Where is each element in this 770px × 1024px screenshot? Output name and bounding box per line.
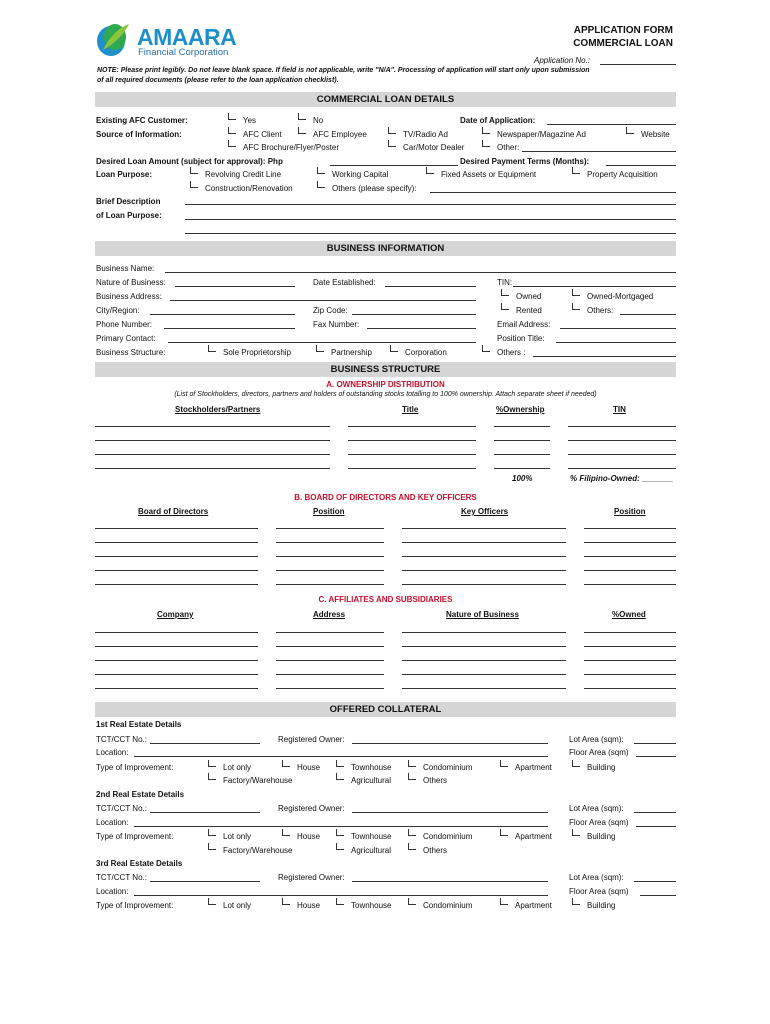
- board-row-1-c[interactable]: [402, 528, 566, 529]
- checkbox-afc-client[interactable]: [228, 127, 236, 134]
- board-row-4-c[interactable]: [402, 570, 566, 571]
- re1-floor-area-field[interactable]: [636, 756, 676, 757]
- board-row-5-a[interactable]: [95, 584, 258, 585]
- col-tin: TIN: [613, 405, 626, 414]
- re3-tct-label: TCT/CCT No.:: [96, 873, 147, 882]
- no-label: No: [313, 116, 324, 125]
- re2-improvement-label: Type of Improvement:: [96, 832, 174, 841]
- re1-lot-area-label: Lot Area (sqm):: [569, 735, 624, 744]
- re2-checkbox-building[interactable]: [572, 829, 580, 836]
- checkbox-website[interactable]: [626, 127, 634, 134]
- brief-field-3[interactable]: [185, 233, 676, 234]
- board-row-2-c[interactable]: [402, 542, 566, 543]
- fixed-assets-label: Fixed Assets or Equipment: [441, 170, 537, 179]
- ownership-row-4-tin[interactable]: [568, 468, 676, 469]
- others-ownership-field[interactable]: [620, 314, 676, 315]
- affiliate-row-3-b[interactable]: [276, 660, 384, 661]
- ownership-title: A. OWNERSHIP DISTRIBUTION: [326, 380, 445, 389]
- re3-building-label: Building: [587, 901, 616, 910]
- re1-location-label: Location:: [96, 748, 129, 757]
- re1-checkbox-building[interactable]: [572, 760, 580, 767]
- partnership-label: Partnership: [331, 348, 372, 357]
- ownership-note: (List of Stockholders, directors, partners and holders of outstanding stocks totalling to 100% ownership. Attach separate sheet if needed): [174, 391, 597, 398]
- ownership-row-1-title[interactable]: [348, 426, 476, 427]
- car-dealer-label: Car/Motor Dealer: [403, 143, 465, 152]
- business-name-label: Business Name:: [96, 264, 155, 273]
- col-ownership: %Ownership: [496, 405, 545, 414]
- re2-location-label: Location:: [96, 818, 129, 827]
- re2-checkbox-house[interactable]: [282, 829, 290, 836]
- ownership-row-1-pct[interactable]: [494, 426, 550, 427]
- affiliate-row-5-d[interactable]: [584, 688, 676, 689]
- col-address: Address: [313, 610, 346, 619]
- board-row-3-d[interactable]: [584, 556, 676, 557]
- re3-lot-area-field[interactable]: [634, 881, 676, 882]
- board-row-2-b[interactable]: [276, 542, 384, 543]
- checkbox-revolving[interactable]: [190, 167, 198, 174]
- re1-agricultural-label: Agricultural: [351, 776, 392, 785]
- afc-employee-label: AFC Employee: [313, 130, 367, 139]
- ownership-row-3-name[interactable]: [95, 454, 330, 455]
- ownership-row-2-title[interactable]: [348, 440, 476, 441]
- re1-checkbox-apartment[interactable]: [500, 760, 508, 767]
- brief-field-2[interactable]: [185, 219, 676, 220]
- ownership-row-1-name[interactable]: [95, 426, 330, 427]
- re2-location-field[interactable]: [134, 826, 548, 827]
- payment-terms-field[interactable]: [606, 165, 676, 166]
- board-row-3-a[interactable]: [95, 556, 258, 557]
- afc-client-label: AFC Client: [243, 130, 282, 139]
- structure-label: Business Structure:: [96, 348, 166, 357]
- date-application-field[interactable]: [547, 124, 676, 125]
- checkbox-property[interactable]: [572, 167, 580, 174]
- affiliate-row-5-c[interactable]: [402, 688, 566, 689]
- brochure-label: AFC Brochure/Flyer/Poster: [243, 143, 340, 152]
- checkbox-corporation[interactable]: [390, 345, 398, 352]
- ownership-row-3-pct[interactable]: [494, 454, 550, 455]
- affiliate-row-4-a[interactable]: [95, 674, 258, 675]
- re1-checkbox-house[interactable]: [282, 760, 290, 767]
- re2-checkbox-factory[interactable]: [208, 843, 216, 850]
- ownership-total: 100%: [512, 474, 533, 483]
- checkbox-afc-employee[interactable]: [298, 127, 306, 134]
- loan-purpose-label: Loan Purpose:: [96, 170, 153, 179]
- affiliate-row-1-c[interactable]: [402, 632, 566, 633]
- re3-floor-area-label: Floor Area (sqm): [569, 887, 629, 896]
- re1-title: 1st Real Estate Details: [96, 720, 182, 729]
- checkbox-newspaper[interactable]: [482, 127, 490, 134]
- loan-amount-label: Desired Loan Amount (subject for approval): Php: [96, 157, 283, 166]
- affiliate-row-1-d[interactable]: [584, 632, 676, 633]
- col-company: Company: [157, 610, 194, 619]
- col-stockholders: Stockholders/Partners: [175, 405, 261, 414]
- nature-field[interactable]: [175, 286, 295, 287]
- ownership-row-3-title[interactable]: [348, 454, 476, 455]
- checkbox-others-ownership[interactable]: [572, 303, 580, 310]
- re2-tct-label: TCT/CCT No.:: [96, 804, 147, 813]
- other-purpose-field[interactable]: [430, 192, 676, 193]
- checkbox-tv-radio[interactable]: [388, 127, 396, 134]
- board-row-1-b[interactable]: [276, 528, 384, 529]
- position-label: Position Title:: [497, 334, 545, 343]
- sole-prop-label: Sole Proprietorship: [223, 348, 292, 357]
- re2-checkbox-condo[interactable]: [408, 829, 416, 836]
- re3-checkbox-condo[interactable]: [408, 898, 416, 905]
- section-loan-details: COMMERCIAL LOAN DETAILS: [95, 92, 676, 107]
- affiliate-row-5-a[interactable]: [95, 688, 258, 689]
- affiliate-row-3-d[interactable]: [584, 660, 676, 661]
- board-row-3-b[interactable]: [276, 556, 384, 557]
- corporation-label: Corporation: [405, 348, 447, 357]
- address-label: Business Address:: [96, 292, 162, 301]
- re1-improvement-label: Type of Improvement:: [96, 763, 174, 772]
- filipino-owned: % Filipino-Owned: _______: [570, 474, 674, 483]
- section-collateral: OFFERED COLLATERAL: [95, 702, 676, 717]
- re3-lot-area-label: Lot Area (sqm):: [569, 873, 624, 882]
- checkbox-partnership[interactable]: [316, 345, 324, 352]
- phone-field[interactable]: [164, 328, 295, 329]
- re3-floor-area-field[interactable]: [640, 895, 676, 896]
- nature-label: Nature of Business:: [96, 278, 166, 287]
- re3-checkbox-lot[interactable]: [208, 898, 216, 905]
- re2-agricultural-label: Agricultural: [351, 846, 392, 855]
- re1-house-label: House: [297, 763, 321, 772]
- brand-name: AMAARA: [137, 24, 237, 50]
- re2-floor-area-field[interactable]: [636, 826, 676, 827]
- re1-lot-area-field[interactable]: [634, 743, 676, 744]
- others-structure-field[interactable]: [533, 356, 676, 357]
- loan-amount-field[interactable]: [330, 165, 458, 166]
- business-name-field[interactable]: [165, 272, 676, 273]
- checkbox-owned[interactable]: [501, 289, 509, 296]
- re1-owner-field[interactable]: [352, 743, 548, 744]
- col-nature: Nature of Business: [446, 610, 519, 619]
- note-line-2: of all required documents (please refer to the loan application checklist).: [97, 77, 339, 84]
- re1-checkbox-townhouse[interactable]: [336, 760, 344, 767]
- owned-mortgaged-label: Owned-Mortgaged: [587, 292, 654, 301]
- re3-location-label: Location:: [96, 887, 129, 896]
- board-row-5-b[interactable]: [276, 584, 384, 585]
- phone-label: Phone Number:: [96, 320, 153, 329]
- ownership-row-4-name[interactable]: [95, 468, 330, 469]
- checkbox-other-purpose[interactable]: [317, 181, 325, 188]
- ownership-row-2-name[interactable]: [95, 440, 330, 441]
- board-row-1-a[interactable]: [95, 528, 258, 529]
- checkbox-others-structure[interactable]: [482, 345, 490, 352]
- re1-owner-label: Registered Owner:: [278, 735, 345, 744]
- source-label: Source of Information:: [96, 130, 182, 139]
- re1-tct-label: TCT/CCT No.:: [96, 735, 147, 744]
- re1-apartment-label: Apartment: [515, 763, 552, 772]
- ownership-row-3-tin[interactable]: [568, 454, 676, 455]
- re1-checkbox-condo[interactable]: [408, 760, 416, 767]
- re1-factory-label: Factory/Warehouse: [223, 776, 293, 785]
- re2-others-label: Others: [423, 846, 448, 855]
- checkbox-brochure[interactable]: [228, 140, 236, 147]
- form-subtitle: COMMERCIAL LOAN: [573, 38, 673, 49]
- re1-checkbox-agricultural[interactable]: [336, 773, 344, 780]
- checkbox-owned-mortgaged[interactable]: [572, 289, 580, 296]
- zip-label: Zip Code:: [313, 306, 348, 315]
- re1-location-field[interactable]: [134, 756, 548, 757]
- application-no-field[interactable]: [600, 64, 676, 65]
- re2-lot-area-field[interactable]: [634, 812, 676, 813]
- payment-terms-label: Desired Payment Terms (Months):: [460, 157, 590, 166]
- date-application-label: Date of Application:: [460, 116, 536, 125]
- re3-owner-label: Registered Owner:: [278, 873, 345, 882]
- re3-checkbox-house[interactable]: [282, 898, 290, 905]
- tv-radio-label: TV/Radio Ad: [403, 130, 448, 139]
- affiliate-row-3-c[interactable]: [402, 660, 566, 661]
- re1-checkbox-others[interactable]: [408, 773, 416, 780]
- re3-checkbox-townhouse[interactable]: [336, 898, 344, 905]
- yes-label: Yes: [243, 116, 257, 125]
- city-field[interactable]: [150, 314, 295, 315]
- re2-apartment-label: Apartment: [515, 832, 552, 841]
- re3-condo-label: Condominium: [423, 901, 473, 910]
- re3-location-field[interactable]: [134, 895, 548, 896]
- re1-checkbox-lot[interactable]: [208, 760, 216, 767]
- re3-tct-field[interactable]: [150, 881, 260, 882]
- brief-field-1[interactable]: [185, 204, 676, 205]
- established-label: Date Established:: [313, 278, 376, 287]
- application-no-label: Application No.:: [534, 56, 591, 65]
- tin-label: TIN:: [497, 278, 513, 287]
- col-board: Board of Directors: [138, 507, 209, 516]
- newspaper-label: Newspaper/Magazine Ad: [497, 130, 586, 139]
- col-title: Title: [402, 405, 419, 414]
- re2-title: 2nd Real Estate Details: [96, 790, 185, 799]
- re3-townhouse-label: Townhouse: [351, 901, 392, 910]
- re3-owner-field[interactable]: [352, 881, 548, 882]
- re3-lot-label: Lot only: [223, 901, 252, 910]
- board-row-5-d[interactable]: [584, 584, 676, 585]
- re1-checkbox-factory[interactable]: [208, 773, 216, 780]
- board-row-4-a[interactable]: [95, 570, 258, 571]
- logo: [93, 20, 133, 60]
- note-line-1: NOTE: Please print legibly. Do not leave blank space. If field is not applicable, write "N/A". Processing of application will start only upon submission: [97, 67, 590, 74]
- leaf-logo-icon: [93, 20, 133, 58]
- affiliate-row-4-d[interactable]: [584, 674, 676, 675]
- working-capital-label: Working Capital: [332, 170, 389, 179]
- form-title: APPLICATION FORM: [573, 25, 673, 36]
- affiliate-row-2-d[interactable]: [584, 646, 676, 647]
- email-field[interactable]: [560, 328, 676, 329]
- re2-townhouse-label: Townhouse: [351, 832, 392, 841]
- col-officer-position: Position: [614, 507, 646, 516]
- section-business-structure: BUSINESS STRUCTURE: [95, 362, 676, 377]
- re3-checkbox-apartment[interactable]: [500, 898, 508, 905]
- affiliate-row-4-c[interactable]: [402, 674, 566, 675]
- board-row-5-c[interactable]: [402, 584, 566, 585]
- ownership-row-1-tin[interactable]: [568, 426, 676, 427]
- checkbox-yes[interactable]: [228, 113, 236, 120]
- property-label: Property Acquisition: [587, 170, 658, 179]
- re2-condo-label: Condominium: [423, 832, 473, 841]
- board-row-2-d[interactable]: [584, 542, 676, 543]
- re2-checkbox-lot[interactable]: [208, 829, 216, 836]
- col-board-position: Position: [313, 507, 345, 516]
- checkbox-other-source[interactable]: [482, 140, 490, 147]
- brief-label-1: Brief Description: [96, 197, 161, 206]
- checkbox-working-capital[interactable]: [317, 167, 325, 174]
- affiliate-row-2-a[interactable]: [95, 646, 258, 647]
- re1-tct-field[interactable]: [150, 743, 260, 744]
- re3-house-label: House: [297, 901, 321, 910]
- re2-tct-field[interactable]: [150, 812, 260, 813]
- ownership-row-4-pct[interactable]: [494, 468, 550, 469]
- ownership-row-2-pct[interactable]: [494, 440, 550, 441]
- board-row-2-a[interactable]: [95, 542, 258, 543]
- other-purpose-label: Others (please specify):: [332, 184, 417, 193]
- re2-owner-label: Registered Owner:: [278, 804, 345, 813]
- re2-checkbox-apartment[interactable]: [500, 829, 508, 836]
- col-owned-pct: %Owned: [612, 610, 646, 619]
- owned-label: Owned: [516, 292, 542, 301]
- brief-label-2: of Loan Purpose:: [96, 211, 162, 220]
- position-field[interactable]: [556, 342, 676, 343]
- re3-checkbox-building[interactable]: [572, 898, 580, 905]
- others-structure-label: Others :: [497, 348, 526, 357]
- fax-label: Fax Number:: [313, 320, 360, 329]
- checkbox-car-dealer[interactable]: [388, 140, 396, 147]
- affiliate-row-2-b[interactable]: [276, 646, 384, 647]
- col-key-officers: Key Officers: [461, 507, 509, 516]
- checkbox-construction[interactable]: [190, 181, 198, 188]
- board-row-1-d[interactable]: [584, 528, 676, 529]
- re2-owner-field[interactable]: [352, 812, 548, 813]
- re2-house-label: House: [297, 832, 321, 841]
- checkbox-sole-prop[interactable]: [208, 345, 216, 352]
- re3-improvement-label: Type of Improvement:: [96, 901, 174, 910]
- ownership-row-2-tin[interactable]: [568, 440, 676, 441]
- contact-field[interactable]: [168, 342, 476, 343]
- other-source-field[interactable]: [522, 151, 676, 152]
- re2-checkbox-townhouse[interactable]: [336, 829, 344, 836]
- re2-factory-label: Factory/Warehouse: [223, 846, 293, 855]
- affiliate-row-1-a[interactable]: [95, 632, 258, 633]
- checkbox-rented[interactable]: [501, 303, 509, 310]
- re2-lot-area-label: Lot Area (sqm):: [569, 804, 624, 813]
- website-label: Website: [641, 130, 670, 139]
- section-business-info: BUSINESS INFORMATION: [95, 241, 676, 256]
- address-field[interactable]: [170, 300, 476, 301]
- affiliate-row-4-b[interactable]: [276, 674, 384, 675]
- re3-apartment-label: Apartment: [515, 901, 552, 910]
- re1-condo-label: Condominium: [423, 763, 473, 772]
- revolving-label: Revolving Credit Line: [205, 170, 282, 179]
- affiliate-row-1-b[interactable]: [276, 632, 384, 633]
- affiliate-row-2-c[interactable]: [402, 646, 566, 647]
- board-row-3-c[interactable]: [402, 556, 566, 557]
- checkbox-fixed-assets[interactable]: [426, 167, 434, 174]
- existing-customer-label: Existing AFC Customer:: [96, 116, 188, 125]
- fax-field[interactable]: [367, 328, 476, 329]
- tin-field[interactable]: [513, 286, 676, 287]
- established-field[interactable]: [385, 286, 476, 287]
- re1-others-label: Others: [423, 776, 448, 785]
- city-label: City/Region:: [96, 306, 140, 315]
- email-label: Email Address:: [497, 320, 551, 329]
- board-row-4-b[interactable]: [276, 570, 384, 571]
- brand-subtitle: Financial Corporation: [138, 47, 229, 58]
- re1-building-label: Building: [587, 763, 616, 772]
- re3-title: 3rd Real Estate Details: [96, 859, 183, 868]
- rented-label: Rented: [516, 306, 542, 315]
- checkbox-no[interactable]: [298, 113, 306, 120]
- other-source-label: Other:: [497, 143, 520, 152]
- re2-checkbox-others[interactable]: [408, 843, 416, 850]
- affiliate-row-3-a[interactable]: [95, 660, 258, 661]
- board-row-4-d[interactable]: [584, 570, 676, 571]
- construction-label: Construction/Renovation: [205, 184, 293, 193]
- re1-townhouse-label: Townhouse: [351, 763, 392, 772]
- affiliates-title: C. AFFILIATES AND SUBSIDIARIES: [318, 595, 453, 604]
- others-ownership-label: Others:: [587, 306, 614, 315]
- re2-lot-label: Lot only: [223, 832, 252, 841]
- re1-lot-label: Lot only: [223, 763, 252, 772]
- contact-label: Primary Contact:: [96, 334, 156, 343]
- re2-floor-area-label: Floor Area (sqm): [569, 818, 629, 827]
- ownership-row-4-title[interactable]: [348, 468, 476, 469]
- zip-field[interactable]: [352, 314, 476, 315]
- re2-building-label: Building: [587, 832, 616, 841]
- re1-floor-area-label: Floor Area (sqm): [569, 748, 629, 757]
- board-title: B. BOARD OF DIRECTORS AND KEY OFFICERS: [294, 493, 477, 502]
- re2-checkbox-agricultural[interactable]: [336, 843, 344, 850]
- affiliate-row-5-b[interactable]: [276, 688, 384, 689]
